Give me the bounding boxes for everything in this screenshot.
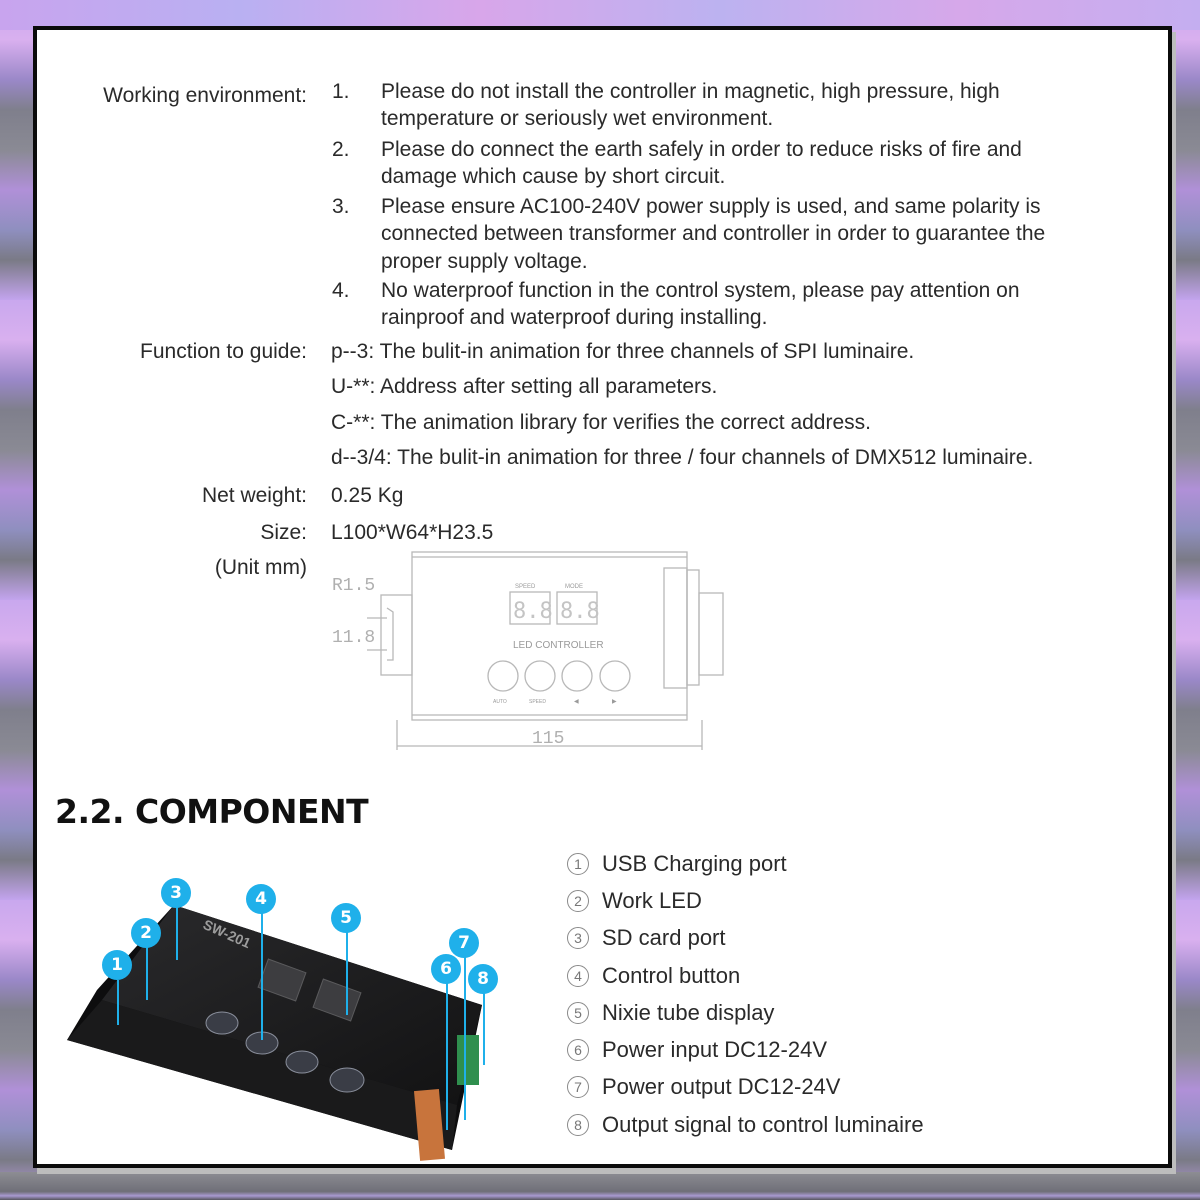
dim-width: 115	[532, 729, 565, 749]
function-guide-label: Function to guide:	[140, 340, 307, 363]
callout-2: 2	[131, 918, 161, 948]
component-label: Work LED	[602, 887, 702, 913]
component-item	[567, 882, 924, 919]
drawing-title: LED CONTROLLER	[513, 640, 604, 651]
unit-label: (Unit mm)	[214, 556, 307, 579]
env-item-1-line-1: Please do not install the controller in magnetic, high pressure, high	[381, 80, 1000, 103]
net-weight-value: 0.25 Kg	[331, 484, 404, 507]
function-guide-item-2: U-**: Address after setting all parameters.	[331, 375, 718, 398]
env-item-3-line-3: proper supply voltage.	[381, 250, 588, 273]
section-heading-component: 2.2. COMPONENT	[55, 792, 369, 831]
circled-number-icon: 1	[567, 853, 589, 875]
decorative-frame-bottom	[0, 1172, 1200, 1200]
document-page	[33, 26, 1172, 1168]
callout-line-7	[464, 955, 466, 1120]
callout-1: 1	[102, 950, 132, 980]
circled-number-icon: 2	[567, 890, 589, 912]
drawing-button-left: ◀	[574, 699, 579, 705]
component-item	[567, 1106, 924, 1143]
callout-line-2	[146, 945, 148, 1000]
env-item-1-line-2: temperature or seriously wet environment.	[381, 107, 774, 130]
component-label: Nixie tube display	[602, 999, 775, 1025]
circled-number-icon: 4	[567, 965, 589, 987]
env-item-4-line-1: No waterproof function in the control system, please pay attention on	[381, 279, 1020, 302]
svg-text:8.8: 8.8	[560, 599, 600, 624]
callout-3: 3	[161, 878, 191, 908]
component-item	[567, 994, 924, 1031]
circled-number-icon: 5	[567, 1002, 589, 1024]
circled-number-icon: 3	[567, 927, 589, 949]
callout-5: 5	[331, 903, 361, 933]
env-item-3-num: 3.	[332, 195, 350, 218]
svg-text:8.8: 8.8	[513, 599, 553, 624]
callout-8: 8	[468, 964, 498, 994]
component-item	[567, 1031, 924, 1068]
component-item	[567, 1069, 924, 1106]
env-item-3-line-2: connected between transformer and controller in order to guarantee the	[381, 222, 1046, 245]
env-item-3-line-1: Please ensure AC100-240V power supply is used, and same polarity is	[381, 195, 1041, 218]
env-item-2-line-2: damage which cause by short circuit.	[381, 165, 726, 188]
component-item	[567, 957, 924, 994]
component-label: Power input DC12-24V	[602, 1037, 828, 1063]
callout-line-8	[483, 990, 485, 1065]
callout-6: 6	[431, 954, 461, 984]
component-list	[567, 845, 924, 1143]
speed-label: SPEED	[515, 584, 536, 590]
env-item-4-num: 4.	[332, 279, 350, 302]
env-item-4-line-2: rainproof and waterproof during installing.	[381, 306, 768, 329]
component-label: Power output DC12-24V	[602, 1074, 841, 1100]
component-item	[567, 920, 924, 957]
component-label: SD card port	[602, 925, 726, 951]
circled-number-icon: 6	[567, 1039, 589, 1061]
function-guide-item-4: d--3/4: The bulit-in animation for three / four channels of DMX512 luminaire.	[331, 446, 1034, 469]
drawing-button-auto: AUTO	[493, 699, 507, 705]
env-item-2-num: 2.	[332, 138, 350, 161]
callout-4: 4	[246, 884, 276, 914]
working-environment-label: Working environment:	[103, 84, 307, 107]
size-value: L100*W64*H23.5	[331, 521, 494, 544]
mode-label: MODE	[565, 584, 583, 590]
dim-height: 11.8	[332, 628, 376, 648]
callout-line-5	[346, 930, 348, 1015]
net-weight-label: Net weight:	[201, 484, 307, 507]
circled-number-icon: 8	[567, 1114, 589, 1136]
callout-line-3	[176, 905, 178, 960]
env-item-2-line-1: Please do connect the earth safely in order to reduce risks of fire and	[381, 138, 1022, 161]
callout-line-6	[446, 980, 448, 1130]
drawing-button-right: ▶	[612, 699, 617, 705]
device-model-label: SW-201	[200, 916, 254, 952]
callout-line-1	[117, 980, 119, 1025]
function-guide-item-1: p--3: The bulit-in animation for three channels of SPI luminaire.	[331, 340, 915, 363]
component-item	[567, 845, 924, 882]
callout-7: 7	[449, 928, 479, 958]
function-guide-item-3: C-**: The animation library for verifies the correct address.	[331, 411, 871, 434]
dim-radius: R1.5	[332, 576, 376, 596]
component-label: Output signal to control luminaire	[602, 1111, 924, 1137]
component-label: USB Charging port	[602, 850, 787, 876]
controller-device-photo	[62, 840, 522, 1165]
callout-line-4	[261, 910, 263, 1040]
size-label: Size:	[260, 521, 307, 544]
drawing-button-speed: SPEED	[529, 699, 546, 705]
env-item-1-num: 1.	[332, 80, 350, 103]
controller-dimension-drawing	[327, 550, 747, 770]
circled-number-icon: 7	[567, 1076, 589, 1098]
component-label: Control button	[602, 962, 741, 988]
